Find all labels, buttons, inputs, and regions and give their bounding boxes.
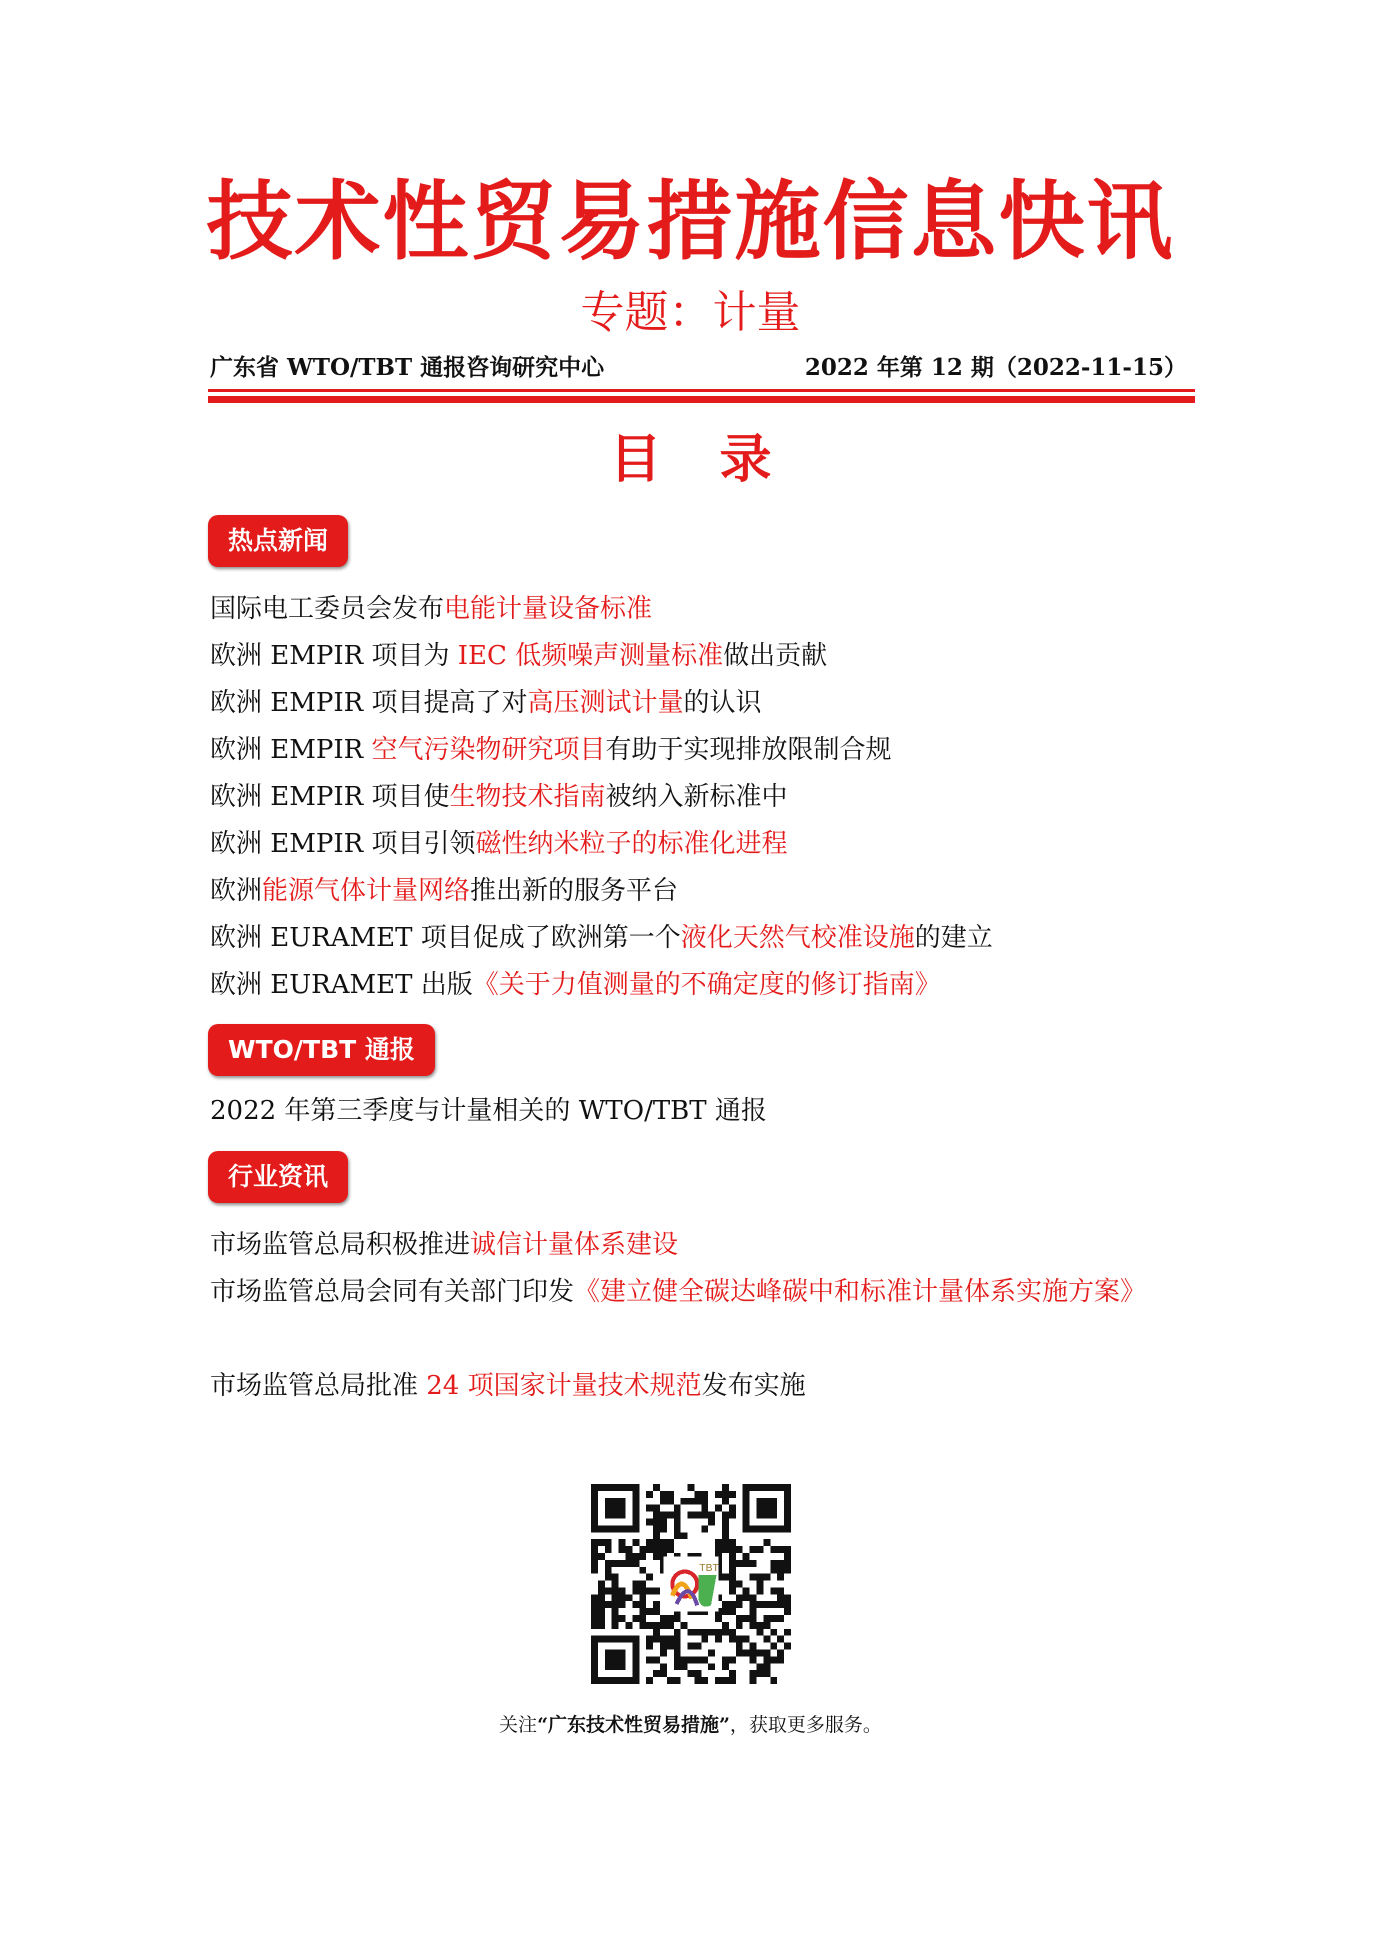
toc-item[interactable]: 欧洲 EURAMET 项目促成了欧洲第一个液化天然气校准设施的建立 bbox=[210, 923, 993, 953]
toc-item[interactable]: 市场监管总局积极推进诚信计量体系建设 bbox=[210, 1230, 679, 1260]
toc-item[interactable]: 国际电工委员会发布电能计量设备标准 bbox=[210, 594, 653, 624]
section-tag-wto-tbt: WTO/TBT 通报 bbox=[208, 1024, 435, 1076]
svg-text:TBT: TBT bbox=[699, 1562, 719, 1574]
toc-item[interactable]: 市场监管总局会同有关部门印发《建立健全碳达峰碳中和标准计量体系实施方案》 bbox=[210, 1277, 1147, 1307]
organization-name: 广东省 WTO/TBT 通报咨询研究中心 bbox=[210, 354, 605, 381]
toc-item[interactable]: 欧洲 EMPIR 空气污染物研究项目有助于实现排放限制合规 bbox=[210, 735, 892, 765]
toc-item[interactable]: 欧洲 EMPIR 项目提高了对高压测试计量的认识 bbox=[210, 688, 762, 718]
section-tag-hot-news: 热点新闻 bbox=[208, 515, 348, 567]
page-title: 技术性贸易措施信息快讯 bbox=[206, 172, 1175, 272]
section-tag-industry: 行业资讯 bbox=[208, 1151, 348, 1203]
toc-item[interactable]: 欧洲 EMPIR 项目引领磁性纳米粒子的标准化进程 bbox=[210, 829, 788, 859]
toc-item[interactable]: 欧洲 EURAMET 出版《关于力值测量的不确定度的修订指南》 bbox=[210, 970, 941, 1000]
toc-item[interactable]: 2022 年第三季度与计量相关的 WTO/TBT 通报 bbox=[210, 1096, 767, 1126]
toc-item[interactable]: 欧洲 EMPIR 项目使生物技术指南被纳入新标准中 bbox=[210, 782, 788, 812]
qr-code[interactable] bbox=[591, 1484, 791, 1684]
page-subtitle: 专题：计量 bbox=[580, 287, 801, 338]
qr-caption: 关注“广东技术性贸易措施”，获取更多服务。 bbox=[499, 1714, 882, 1736]
toc-item[interactable]: 市场监管总局批准 24 项国家计量技术规范发布实施 bbox=[210, 1371, 806, 1401]
toc-item[interactable]: 欧洲 EMPIR 项目为 IEC 低频噪声测量标准做出贡献 bbox=[210, 641, 828, 671]
header-divider-thin bbox=[208, 389, 1195, 392]
toc-item[interactable]: 欧洲能源气体计量网络推出新的服务平台 bbox=[210, 876, 679, 906]
issue-info: 2022 年第 12 期（2022-11-15） bbox=[804, 354, 1187, 381]
toc-title: 目录 bbox=[609, 430, 830, 490]
header-divider-thick bbox=[208, 396, 1195, 403]
